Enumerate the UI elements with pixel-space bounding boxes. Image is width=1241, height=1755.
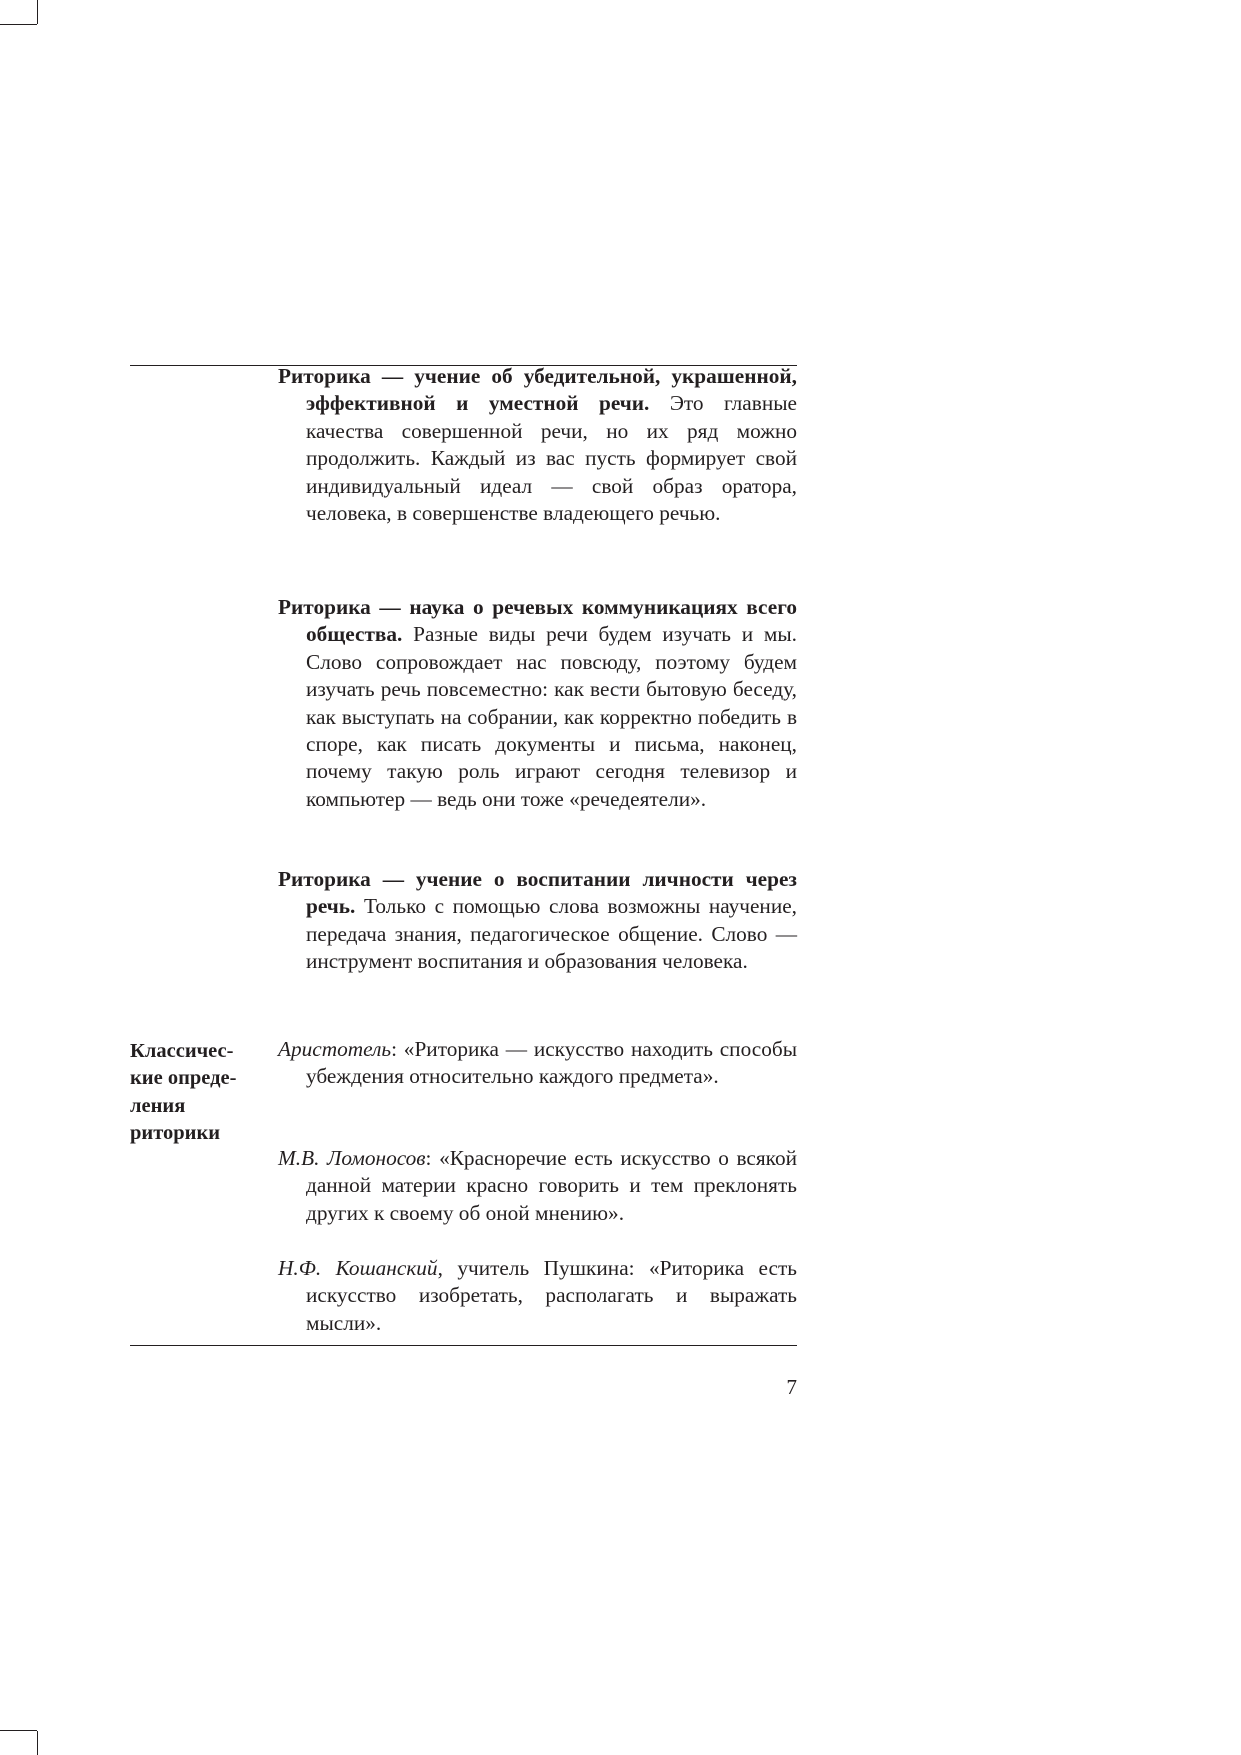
definition-3-author: Н.Ф. Кошанский [278, 1256, 438, 1280]
definition-2-text: : «Красноречие есть искусство о всякой данной материи красно говорить и тем преклонять других к своему об оной мнению». [306, 1146, 797, 1225]
section-1-text: Это главные качества совершенной речи, но их ряд можно продолжить. Каждый из вас пусть формирует свой индивидуальный идеал — свой образ оратора, человека, в совершенстве владеющего речью. [306, 391, 797, 526]
definition-3-text: , учитель Пушкина: «Риторика есть искусство изобретать, располагать и выражать мысли». [306, 1256, 797, 1335]
section-1 [278, 363, 797, 527]
section-2 [278, 594, 797, 813]
section-2-text: Разные виды речи будем изучать и мы. Слово сопровождает нас повсюду, поэтому будем изучать речь повсеместно: как вести бытовую беседу, как выступать на собрании, как корректно победить в споре, как писать документы и письма, наконец, почему такую роль играют сегодня телевизор и компьютер — ведь они тоже «речедеятели». [306, 622, 797, 811]
definition-lomonosov [278, 1145, 797, 1227]
bottom-rule [130, 1345, 797, 1346]
crop-mark-bottom-vertical [37, 1731, 38, 1755]
definition-aristotle [278, 1036, 797, 1091]
section-1-term: Риторика — учение об убедительной, украшенной, эффективной и уместной речи. [278, 364, 797, 416]
definition-koshansky [278, 1255, 797, 1337]
definition-2-author: М.В. Ломоносов [278, 1146, 426, 1170]
side-label-classic-definitions [130, 1038, 265, 1148]
page-number: 7 [786, 1375, 797, 1399]
crop-mark-top-vertical [37, 0, 38, 24]
section-3-term: Риторика — учение о воспитании личности через речь. [278, 867, 797, 919]
crop-mark-bottom-horizontal [0, 1730, 37, 1731]
definition-1-author: Аристотель [278, 1037, 392, 1061]
side-label-text: Классичес- кие опреде- ления риторики [130, 1040, 237, 1145]
crop-mark-top-horizontal [0, 24, 37, 25]
section-3-text: Только с помощью слова возможны научение, передача знания, педагогическое общение. Слово — инструмент воспитания и образования человека. [306, 894, 797, 974]
section-2-term: Риторика — наука о речевых коммуникациях всего общества. [278, 595, 797, 647]
section-3 [278, 866, 797, 976]
definition-1-text: : «Риторика — искусство находить способы убеждения относительно каждого предмета». [306, 1037, 797, 1089]
